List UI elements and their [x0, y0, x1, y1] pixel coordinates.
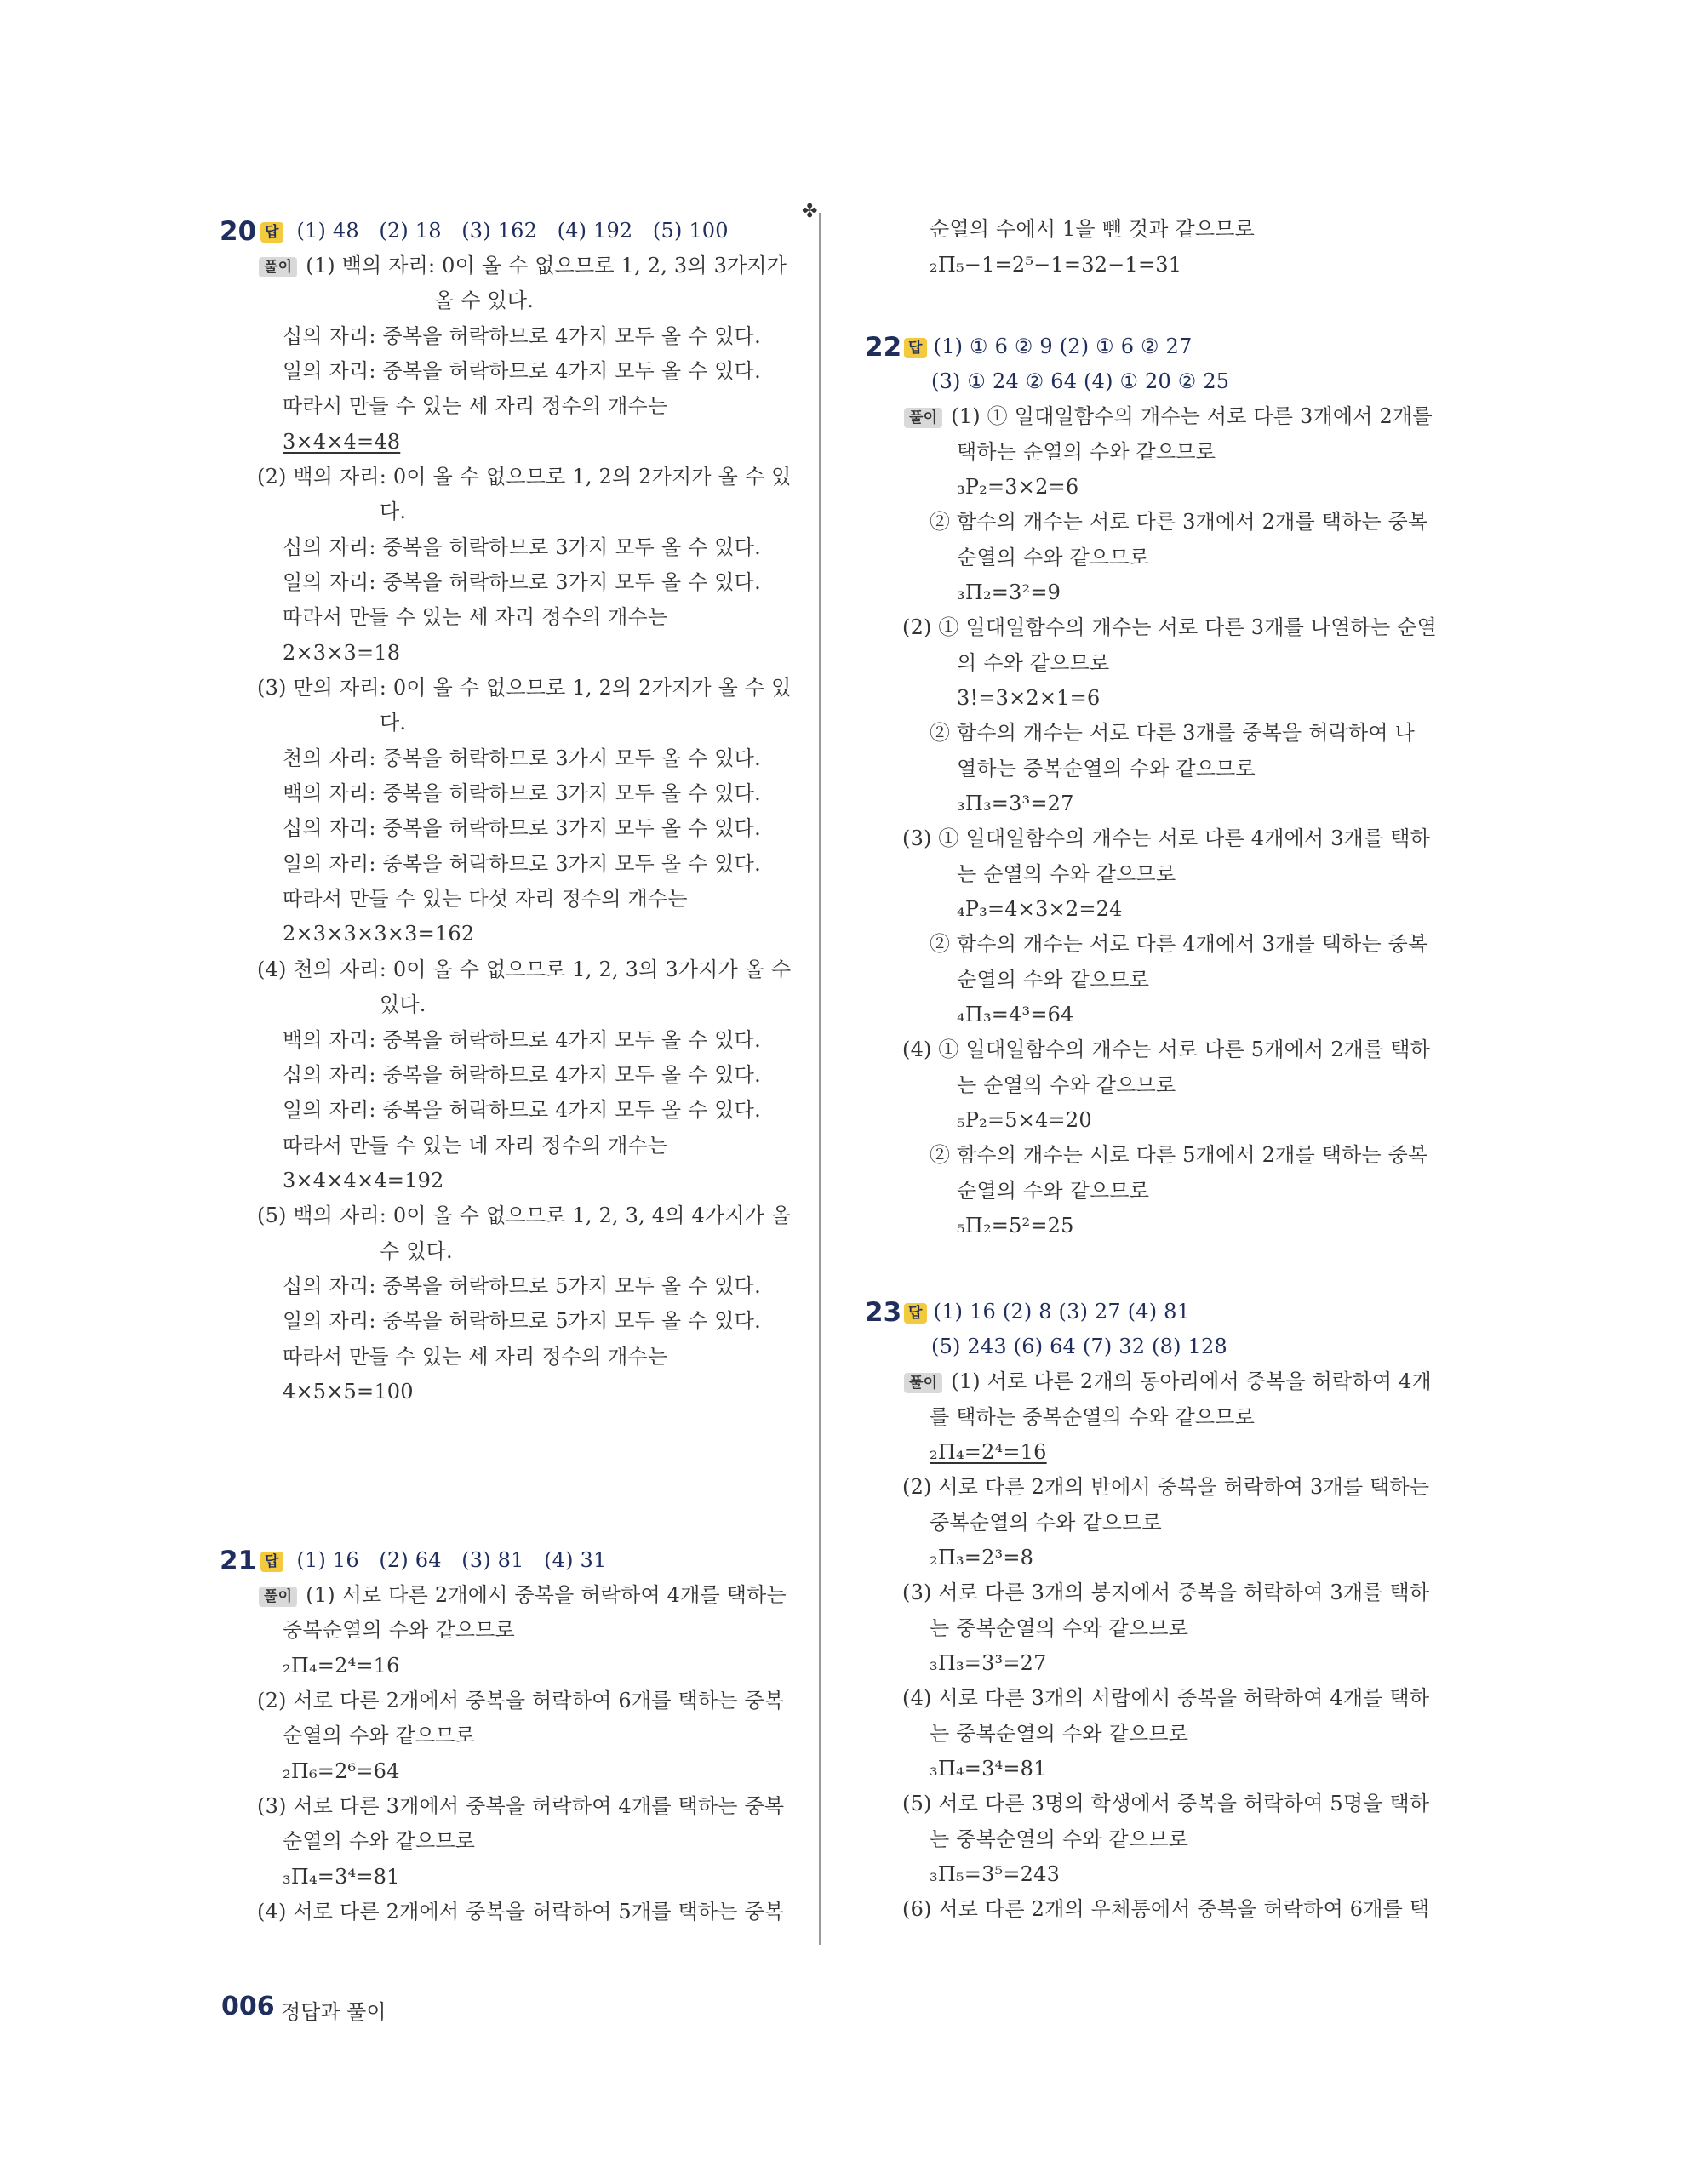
answer-items: (1) 16 (2) 8 (3) 27 (4) 81	[933, 1300, 1191, 1324]
solution-result: ₂Π₄=2⁴=16	[930, 1440, 1047, 1464]
column-divider	[819, 213, 821, 1945]
answer-line-22-cont: (3) ① 24 ② 64 (4) ① 20 ② 25	[931, 369, 1230, 393]
answer-line-23	[904, 1299, 1190, 1324]
answer-item: (2) 64	[379, 1548, 442, 1572]
solution-result: ₄Π₃=4³=64	[957, 1003, 1074, 1026]
solution-result: ₂Π₆=2⁶=64	[283, 1759, 400, 1783]
solution-line: 순열의 수와 같으므로	[957, 1179, 1150, 1203]
solution-line: 일의 자리: 중복을 허락하므로 5가지 모두 올 수 있다.	[283, 1309, 761, 1333]
solution-line: 백의 자리: 중복을 허락하므로 3가지 모두 올 수 있다.	[283, 781, 761, 805]
solution-result: ₃P₂=3×2=6	[957, 475, 1079, 499]
solution-line: 순열의 수에서 1을 뺀 것과 같으므로	[930, 217, 1255, 241]
answer-items: (1) ① 6 ② 9 (2) ① 6 ② 27	[933, 334, 1193, 358]
solution-line: 백의 자리: 중복을 허락하므로 4가지 모두 올 수 있다.	[283, 1028, 761, 1052]
answer-line-20	[260, 218, 729, 243]
footer-label: 정답과 풀이	[281, 2000, 386, 2024]
solution-result: 2×3×3=18	[283, 641, 401, 665]
answer-item: (4) 31	[544, 1548, 607, 1572]
solution-line: (3) ① 일대일함수의 개수는 서로 다른 4개에서 3개를 택하	[902, 826, 1431, 850]
solution-line: ② 함수의 개수는 서로 다른 3개에서 2개를 택하는 중복	[930, 510, 1428, 534]
solution-line: 십의 자리: 중복을 허락하므로 3가지 모두 올 수 있다.	[283, 816, 761, 840]
answer-badge: 답	[904, 338, 927, 358]
solution-line: (3) 만의 자리: 0이 올 수 없으므로 1, 2의 2가지가 올 수 있	[257, 676, 792, 700]
solution-result: ₃Π₃=3³=27	[957, 792, 1074, 815]
solution-badge: 풀이	[904, 408, 942, 428]
solution-line: 순열의 수와 같으므로	[957, 546, 1150, 569]
answer-badge: 답	[260, 1552, 283, 1572]
answer-item: (4) 192	[557, 219, 633, 243]
solution-line: 를 택하는 중복순열의 수와 같으므로	[930, 1405, 1256, 1429]
answer-item: (3) 162	[461, 219, 538, 243]
question-number-20: 20	[220, 216, 257, 247]
solution-result: ₂Π₄=2⁴=16	[283, 1654, 400, 1678]
answer-badge: 답	[904, 1303, 927, 1324]
solution-line: 순열의 수와 같으므로	[283, 1829, 476, 1853]
solution-line: (4) ① 일대일함수의 개수는 서로 다른 5개에서 2개를 택하	[902, 1038, 1431, 1061]
answer-item: (1) 48	[296, 219, 359, 243]
answer-item: (5) 100	[652, 219, 729, 243]
solution-line: (3) 서로 다른 3개의 봉지에서 중복을 허락하여 3개를 택하	[902, 1581, 1430, 1604]
solution-line: 순열의 수와 같으므로	[283, 1724, 476, 1747]
solution-result: ₃Π₄=3⁴=81	[930, 1757, 1047, 1781]
solution-line: 는 중복순열의 수와 같으므로	[930, 1616, 1189, 1640]
solution-line: 택하는 순열의 수와 같으므로	[957, 440, 1216, 464]
solution-line: 는 순열의 수와 같으므로	[957, 1073, 1176, 1097]
solution-badge: 풀이	[904, 1373, 942, 1393]
solution-result: ₃Π₂=3²=9	[957, 580, 1061, 604]
solution-line: 다.	[380, 711, 407, 735]
solution-line: (5) 백의 자리: 0이 올 수 없으므로 1, 2, 3, 4의 4가지가 올	[257, 1203, 792, 1227]
question-number-23: 23	[865, 1297, 902, 1328]
solution-result: 4×5×5=100	[283, 1380, 414, 1404]
solution-result: ₅P₂=5×4=20	[957, 1108, 1092, 1132]
solution-line: 순열의 수와 같으므로	[957, 968, 1150, 992]
solution-badge: 풀이	[259, 1587, 297, 1607]
solution-line: 일의 자리: 중복을 허락하므로 3가지 모두 올 수 있다.	[283, 570, 761, 594]
solution-line: 십의 자리: 중복을 허락하므로 4가지 모두 올 수 있다.	[283, 324, 761, 348]
answer-item: (2) 18	[379, 219, 442, 243]
solution-line: 십의 자리: 중복을 허락하므로 5가지 모두 올 수 있다.	[283, 1274, 761, 1298]
solution-line: 따라서 만들 수 있는 다섯 자리 정수의 개수는	[283, 887, 688, 911]
solution-line: 일의 자리: 중복을 허락하므로 3가지 모두 올 수 있다.	[283, 852, 761, 876]
solution-line: 다.	[380, 500, 407, 523]
solution-line: 올 수 있다.	[434, 289, 535, 312]
solution-line: (2) 서로 다른 2개에서 중복을 허락하여 6개를 택하는 중복	[257, 1689, 785, 1712]
solution-line: 일의 자리: 중복을 허락하므로 4가지 모두 올 수 있다.	[283, 359, 761, 383]
solution-line: (4) 서로 다른 3개의 서랍에서 중복을 허락하여 4개를 택하	[902, 1686, 1430, 1710]
solution-line: (3) 서로 다른 3개에서 중복을 허락하여 4개를 택하는 중복	[257, 1794, 785, 1818]
solution-badge: 풀이	[259, 257, 297, 277]
divider-ornament-icon: ✤	[802, 201, 818, 222]
solution-line: 천의 자리: 중복을 허락하므로 3가지 모두 올 수 있다.	[283, 746, 761, 770]
solution-line: (2) 서로 다른 2개의 반에서 중복을 허락하여 3개를 택하는	[902, 1475, 1430, 1499]
solution-line: 따라서 만들 수 있는 세 자리 정수의 개수는	[283, 605, 668, 629]
solution-result: ₃Π₃=3³=27	[930, 1651, 1047, 1675]
solution-line: (2) 백의 자리: 0이 올 수 없으므로 1, 2의 2가지가 올 수 있	[257, 465, 792, 489]
solution-line: ② 함수의 개수는 서로 다른 4개에서 3개를 택하는 중복	[930, 932, 1428, 956]
solution-line: 풀이 (1) ① 일대일함수의 개수는 서로 다른 3개에서 2개를	[904, 403, 1433, 429]
page-number: 006	[221, 1992, 275, 2021]
solution-line: (5) 서로 다른 3명의 학생에서 중복을 허락하여 5명을 택하	[902, 1792, 1430, 1815]
solution-line: 일의 자리: 중복을 허락하므로 4가지 모두 올 수 있다.	[283, 1098, 761, 1122]
solution-result: 3!=3×2×1=6	[957, 686, 1101, 710]
question-number-21: 21	[220, 1546, 257, 1576]
solution-line: (6) 서로 다른 2개의 우체통에서 중복을 허락하여 6개를 택	[902, 1897, 1430, 1921]
solution-line: 따라서 만들 수 있는 세 자리 정수의 개수는	[283, 1345, 668, 1369]
solution-line: 따라서 만들 수 있는 네 자리 정수의 개수는	[283, 1134, 668, 1158]
solution-line: 중복순열의 수와 같으므로	[930, 1511, 1162, 1535]
solution-result: ₂Π₅−1=2⁵−1=32−1=31	[930, 253, 1182, 277]
solution-result: 3×4×4=48	[283, 430, 401, 454]
solution-line: 수 있다.	[380, 1239, 453, 1263]
solution-line: 십의 자리: 중복을 허락하므로 4가지 모두 올 수 있다.	[283, 1063, 761, 1087]
solution-result: ₃Π₅=3⁵=243	[930, 1862, 1061, 1886]
solution-line: 는 중복순열의 수와 같으므로	[930, 1827, 1189, 1851]
solution-line: 있다.	[380, 992, 426, 1016]
solution-result: 2×3×3×3×3=162	[283, 922, 475, 946]
question-number-22: 22	[865, 332, 902, 363]
answer-line-23-cont: (5) 243 (6) 64 (7) 32 (8) 128	[931, 1335, 1227, 1358]
solution-line: 따라서 만들 수 있는 세 자리 정수의 개수는	[283, 394, 668, 418]
solution-line: 풀이 (1) 백의 자리: 0이 올 수 없으므로 1, 2, 3의 3가지가	[259, 253, 787, 278]
solution-line: (4) 천의 자리: 0이 올 수 없으므로 1, 2, 3의 3가지가 올 수	[257, 958, 792, 981]
answer-item: (1) 16	[296, 1548, 359, 1572]
solution-result: ₄P₃=4×3×2=24	[957, 897, 1123, 921]
answer-item: (3) 81	[461, 1548, 524, 1572]
solution-line: (4) 서로 다른 2개에서 중복을 허락하여 5개를 택하는 중복	[257, 1900, 785, 1924]
solution-line: (2) ① 일대일함수의 개수는 서로 다른 3개를 나열하는 순열	[902, 615, 1437, 639]
solution-result: ₅Π₂=5²=25	[957, 1214, 1074, 1238]
solution-result: 3×4×4×4=192	[283, 1169, 444, 1192]
answer-line-21	[260, 1547, 606, 1573]
solution-line: 풀이 (1) 서로 다른 2개의 동아리에서 중복을 허락하여 4개	[904, 1369, 1432, 1394]
solution-line: ② 함수의 개수는 서로 다른 3개를 중복을 허락하여 나	[930, 721, 1415, 745]
solution-line: 십의 자리: 중복을 허락하므로 3가지 모두 올 수 있다.	[283, 535, 761, 559]
solution-line: 는 순열의 수와 같으므로	[957, 862, 1176, 886]
solution-line: 열하는 중복순열의 수와 같으므로	[957, 757, 1256, 780]
solution-line: 의 수와 같으므로	[957, 651, 1110, 675]
solution-result: ₃Π₄=3⁴=81	[283, 1865, 400, 1889]
answer-badge: 답	[260, 222, 283, 243]
solution-line: 는 중복순열의 수와 같으므로	[930, 1722, 1189, 1746]
answer-line-22	[904, 334, 1193, 359]
solution-line: ② 함수의 개수는 서로 다른 5개에서 2개를 택하는 중복	[930, 1143, 1428, 1167]
solution-line: 중복순열의 수와 같으므로	[283, 1618, 515, 1642]
solution-result: ₂Π₃=2³=8	[930, 1546, 1034, 1569]
solution-line: 풀이 (1) 서로 다른 2개에서 중복을 허락하여 4개를 택하는	[259, 1582, 787, 1608]
